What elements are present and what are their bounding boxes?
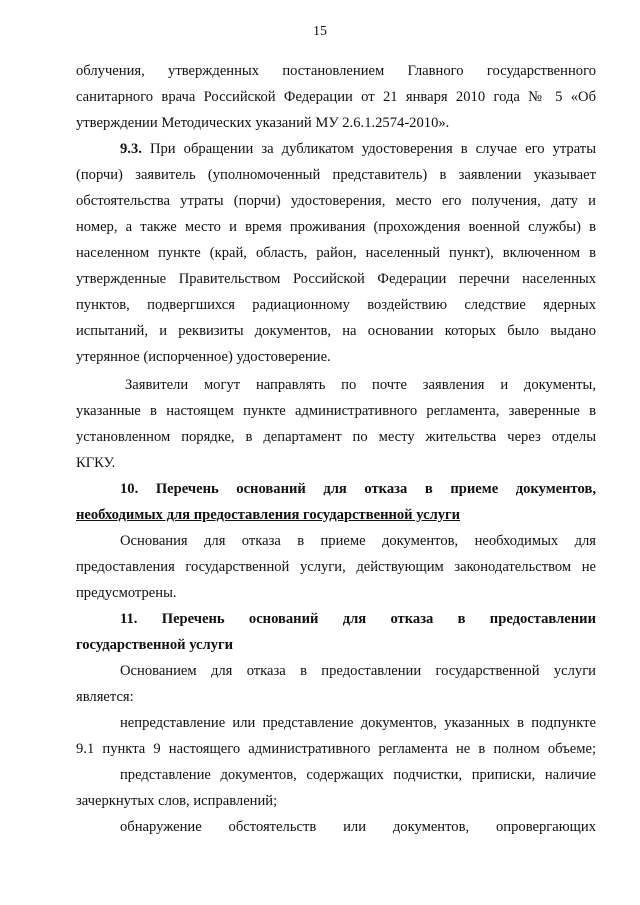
text-line: номер, а также место и время проживания (прохождения военной службы) в bbox=[76, 219, 596, 235]
text-line: установленном порядке, в департамент по месту жительства через отделы bbox=[76, 429, 596, 445]
text-line: обстоятельства утраты (порчи) удостоверения, место его получения, дату и bbox=[76, 193, 596, 209]
text-line: утвержденные Правительством Российской Федерации перечни населенных bbox=[76, 271, 596, 287]
section-heading: 11. Перечень оснований для отказа в предоставлении bbox=[120, 611, 596, 627]
section-heading: государственной услуги bbox=[76, 637, 234, 653]
text-line: населенном пункте (край, область, район, населенный пункт), включенном в bbox=[76, 245, 596, 261]
text-line: является: bbox=[76, 689, 134, 705]
text-line: (порчи) заявитель (уполномоченный представитель) в заявлении указывает bbox=[76, 167, 596, 183]
text-line: предоставления государственной услуги, действующим законодательством не bbox=[76, 559, 596, 575]
list-item: обнаружение обстоятельств или документов, опровергающих bbox=[120, 819, 596, 835]
text-line: 9.3. При обращении за дубликатом удостоверения в случае его утраты bbox=[120, 141, 596, 157]
text-line: утерянное (испорченное) удостоверение. bbox=[76, 349, 331, 365]
list-item: зачеркнутых слов, исправлений; bbox=[76, 793, 278, 809]
section-heading: необходимых для предоставления государственной услуги bbox=[76, 507, 461, 523]
list-item: непредставление или представление документов, указанных в подпункте bbox=[120, 715, 596, 731]
text-line: пунктов, подвергшихся радиационному воздействию следствие ядерных bbox=[76, 297, 596, 313]
text-line: Основания для отказа в приеме документов, необходимых для bbox=[120, 533, 596, 549]
page-number: 15 bbox=[313, 24, 327, 39]
text-line: утверждении Методических указаний МУ 2.6.1.2574-2010». bbox=[76, 115, 450, 131]
text-line: облучения, утвержденных постановлением Главного государственного bbox=[76, 63, 596, 79]
text-line: испытаний, и реквизиты документов, на основании которых было выдано bbox=[76, 323, 596, 339]
text-line: Основанием для отказа в предоставлении государственной услуги bbox=[120, 663, 596, 679]
text-line: КГКУ. bbox=[76, 455, 116, 471]
section-heading: 10. Перечень оснований для отказа в приеме документов, bbox=[120, 481, 596, 497]
text-line: Заявители могут направлять по почте заявления и документы, bbox=[125, 377, 596, 393]
list-item: представление документов, содержащих подчистки, приписки, наличие bbox=[120, 767, 596, 783]
list-item: 9.1 пункта 9 настоящего административного регламента не в полном объеме; bbox=[76, 741, 596, 757]
text-line: предусмотрены. bbox=[76, 585, 177, 601]
text-line: указанные в настоящем пункте административного регламента, заверенные в bbox=[76, 403, 596, 419]
text-line: санитарного врача Российской Федерации от 21 января 2010 года № 5 «Об bbox=[76, 89, 596, 105]
clause-number: 9.3. bbox=[120, 141, 142, 157]
